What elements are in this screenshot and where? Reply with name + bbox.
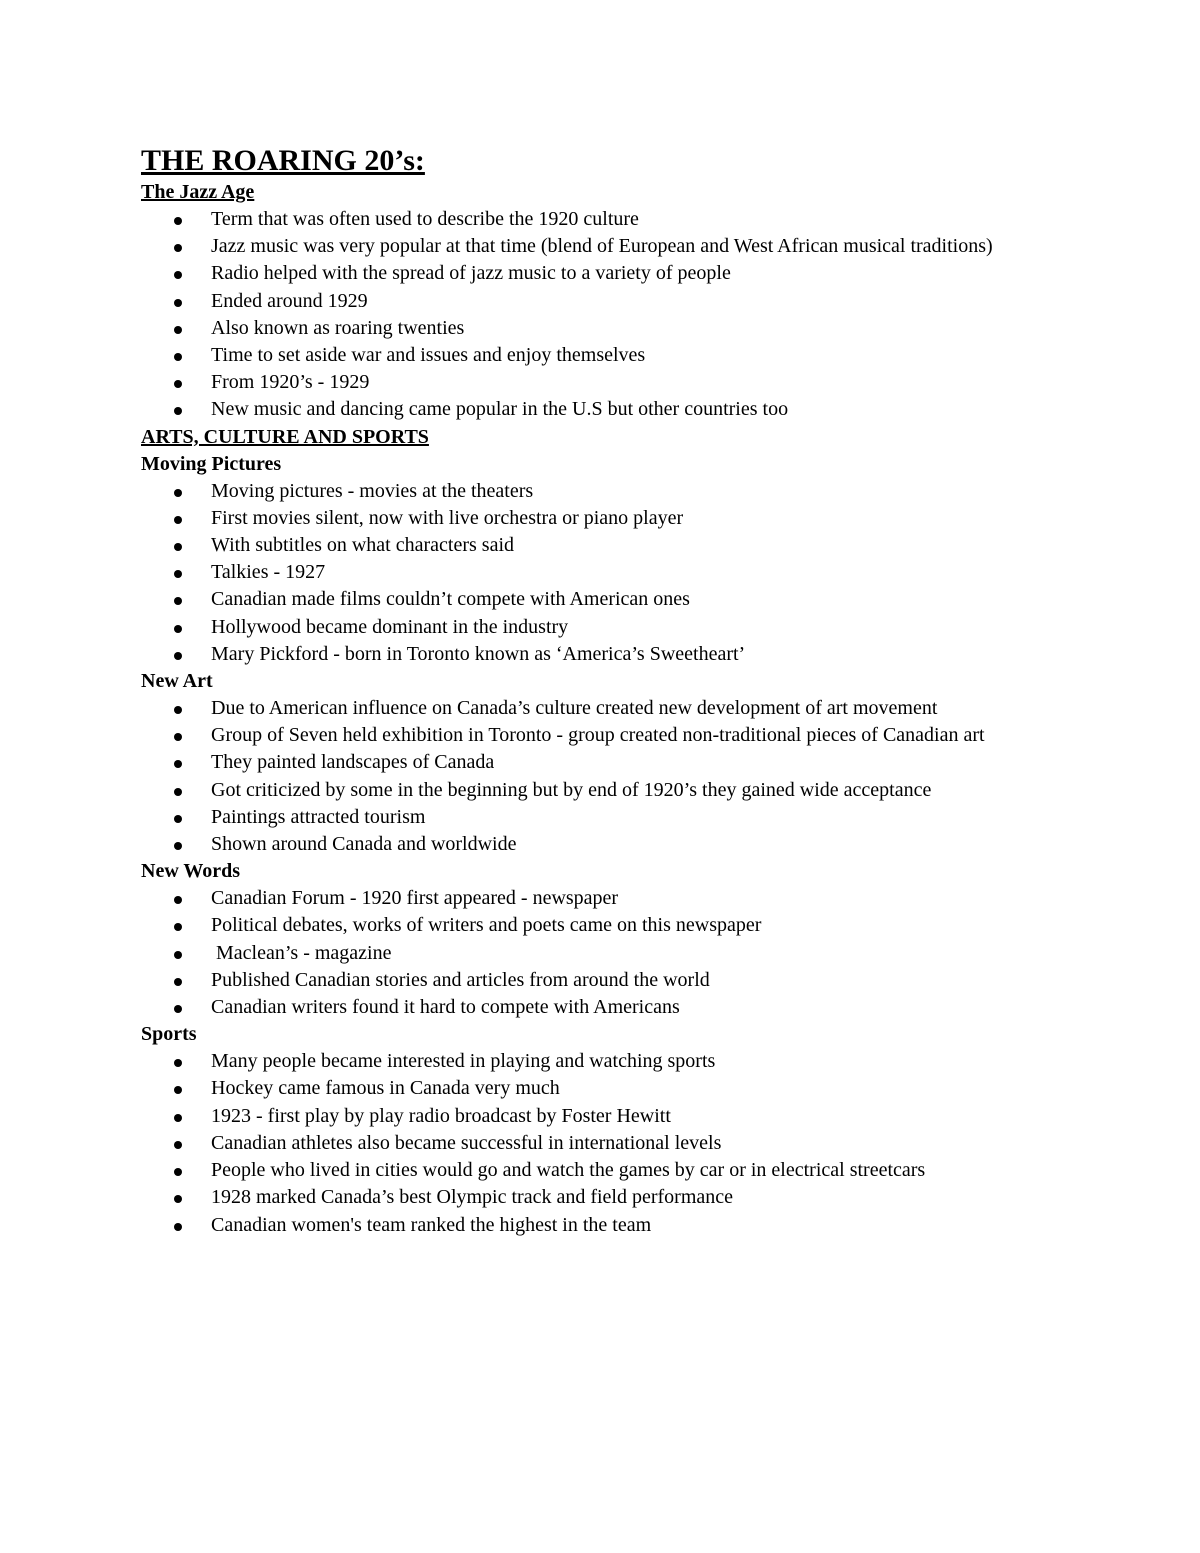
- list-item-text: First movies silent, now with live orchestra or piano player: [211, 506, 684, 529]
- list-item-text: Canadian writers found it hard to compete with Americans: [211, 996, 680, 1019]
- bullet-icon: [174, 1168, 182, 1176]
- bullet-icon: [174, 1114, 182, 1122]
- list-item: [141, 749, 1051, 776]
- bullet-list-new-words: [141, 885, 1200, 1021]
- bullet-icon: [174, 489, 182, 497]
- bullet-icon: [174, 896, 182, 904]
- list-item-text: Also known as roaring twenties: [211, 316, 465, 339]
- bullet-icon: [174, 978, 182, 986]
- list-item-text: 1923 - first play by play radio broadcast by Foster Hewitt: [211, 1104, 671, 1127]
- document-body: [141, 179, 1200, 1239]
- list-item-text: Due to American influence on Canada’s culture created new development of art movement: [211, 697, 938, 720]
- bullet-icon: [174, 1141, 182, 1149]
- list-item: [141, 233, 1051, 260]
- list-item-text: Radio helped with the spread of jazz music to a variety of people: [211, 262, 731, 285]
- bullet-icon: [174, 652, 182, 660]
- section-heading-new-words: New Words: [141, 860, 241, 883]
- list-item-text: Canadian Forum - 1920 first appeared - newspaper: [211, 887, 619, 910]
- section-heading-arts-culture-and-sports: ARTS, CULTURE AND SPORTS: [141, 425, 429, 448]
- bullet-icon: [174, 706, 182, 714]
- list-item-text: With subtitles on what characters said: [211, 534, 514, 557]
- list-item: [141, 1184, 1051, 1211]
- bullet-icon: [174, 299, 182, 307]
- list-item-text: Mary Pickford - born in Toronto known as ‘America’s Sweetheart’: [211, 642, 746, 665]
- list-item-text: Many people became interested in playing and watching sports: [211, 1050, 716, 1073]
- list-item: [141, 260, 1051, 287]
- list-item-text: Canadian women's team ranked the highest in the team: [211, 1213, 652, 1236]
- list-item-text: Term that was often used to describe the 1920 culture: [211, 208, 639, 230]
- bullet-icon: [174, 1195, 182, 1203]
- list-item: [141, 885, 1051, 912]
- list-item: [141, 695, 1051, 722]
- bullet-icon: [174, 244, 182, 252]
- list-item-text: 1928 marked Canada’s best Olympic track and field performance: [211, 1186, 734, 1209]
- list-item-text: Canadian made films couldn’t compete with American ones: [211, 588, 690, 611]
- list-item: [141, 1103, 1051, 1130]
- list-item: [141, 967, 1051, 994]
- list-item-text: Group of Seven held exhibition in Toronto - group created non-traditional pieces of Canadian art: [211, 724, 985, 747]
- bullet-list-moving-pictures: [141, 478, 1200, 668]
- bullet-icon: [174, 597, 182, 605]
- bullet-icon: [174, 326, 182, 334]
- list-item: [141, 396, 1051, 423]
- list-item: [141, 315, 1051, 342]
- bullet-icon: [174, 543, 182, 551]
- section-heading-new-art: New Art: [141, 670, 213, 693]
- list-item-text: Moving pictures - movies at the theaters: [211, 479, 534, 502]
- list-item: [141, 994, 1051, 1021]
- document-title: THE ROARING 20’s:: [141, 144, 425, 177]
- list-item: [141, 586, 1051, 613]
- list-item-text: Ended around 1929: [211, 289, 368, 312]
- list-item: [141, 288, 1051, 315]
- bullet-icon: [174, 407, 182, 415]
- bullet-icon: [174, 353, 182, 361]
- list-item-text: They painted landscapes of Canada: [211, 751, 495, 774]
- bullet-icon: [174, 1005, 182, 1013]
- bullet-icon: [174, 1086, 182, 1094]
- bullet-icon: [174, 815, 182, 823]
- list-item: [141, 722, 1051, 749]
- list-item: [141, 369, 1051, 396]
- list-item-text: Talkies - 1927: [211, 561, 326, 584]
- list-item: [141, 940, 1051, 967]
- list-item: [141, 1130, 1051, 1157]
- bullet-icon: [174, 1223, 182, 1231]
- list-item: [141, 532, 1051, 559]
- list-item-text: Maclean’s - magazine: [211, 941, 392, 964]
- bullet-icon: [174, 760, 182, 768]
- list-item-text: Published Canadian stories and articles from around the world: [211, 968, 710, 991]
- bullet-list-new-art: [141, 695, 1200, 858]
- list-item-text: From 1920’s - 1929: [211, 371, 370, 394]
- list-item: [141, 1212, 1051, 1239]
- list-item: [141, 559, 1051, 586]
- list-item: [141, 1075, 1051, 1102]
- bullet-icon: [174, 923, 182, 931]
- section-heading-the-jazz-age: The Jazz Age: [141, 181, 255, 203]
- bullet-icon: [174, 516, 182, 524]
- list-item-text: New music and dancing came popular in the U.S but other countries too: [211, 398, 789, 421]
- bullet-icon: [174, 217, 182, 225]
- list-item-text: Got criticized by some in the beginning but by end of 1920’s they gained wide acceptance: [211, 778, 932, 801]
- list-item: [141, 614, 1051, 641]
- list-item-text: People who lived in cities would go and watch the games by car or in electrical streetcars: [211, 1159, 926, 1182]
- list-item: [141, 912, 1051, 939]
- list-item: [141, 206, 1051, 233]
- list-item: [141, 831, 1051, 858]
- bullet-icon: [174, 570, 182, 578]
- list-item: [141, 505, 1051, 532]
- list-item-text: Time to set aside war and issues and enjoy themselves: [211, 344, 646, 367]
- list-item-text: Hollywood became dominant in the industry: [211, 615, 569, 638]
- bullet-list-the-jazz-age: [141, 206, 1200, 424]
- section-heading-moving-pictures: Moving Pictures: [141, 452, 282, 475]
- list-item: [141, 804, 1051, 831]
- list-item: [141, 1048, 1051, 1075]
- bullet-icon: [174, 1059, 182, 1067]
- bullet-icon: [174, 380, 182, 388]
- list-item: [141, 342, 1051, 369]
- section-heading-sports: Sports: [141, 1023, 197, 1046]
- list-item: [141, 478, 1051, 505]
- list-item-text: Canadian athletes also became successful in international levels: [211, 1131, 722, 1154]
- list-item: [141, 777, 1051, 804]
- list-item-text: Jazz music was very popular at that time (blend of European and West African musical traditions): [211, 235, 993, 258]
- bullet-icon: [174, 271, 182, 279]
- list-item: [141, 641, 1051, 668]
- list-item-text: Paintings attracted tourism: [211, 805, 426, 828]
- bullet-icon: [174, 733, 182, 741]
- bullet-icon: [174, 951, 182, 959]
- bullet-icon: [174, 842, 182, 850]
- list-item-text: Political debates, works of writers and poets came on this newspaper: [211, 914, 762, 937]
- list-item-text: Shown around Canada and worldwide: [211, 833, 517, 856]
- bullet-icon: [174, 625, 182, 633]
- bullet-icon: [174, 788, 182, 796]
- bullet-list-sports: [141, 1048, 1200, 1238]
- list-item: [141, 1157, 1051, 1184]
- list-item-text: Hockey came famous in Canada very much: [211, 1077, 560, 1100]
